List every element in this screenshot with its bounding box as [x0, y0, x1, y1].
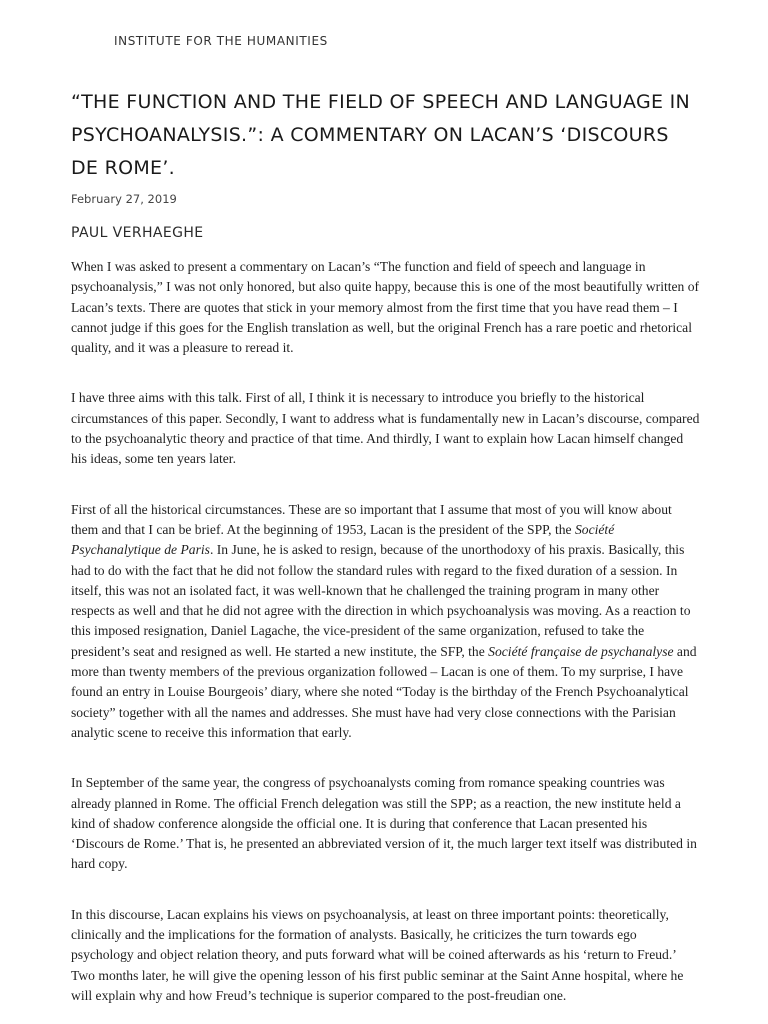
paragraph-5: In this discourse, Lacan explains his views on psychoanalysis, at least on three important points: theoretically, clinically and the implications for the formation of analysts. Basically, he criticizes the turn towards ego psychology and object relation theory, and puts forward what will be coined afterwards as his ‘return to Freud.’ Two months later, he will give the opening lesson of his first public seminar at the Saint Anne hospital, where he will explain why and how Freud’s technique is superior compared to the post-freudian one. — [71, 906, 684, 1003]
paragraph-3-text-2: . In June, he is asked to resign, because of the unorthodoxy of his praxis. Basically, this had to do with the fact that he did not follow the standard rules with regard to the fixed duration of a session. In itself, this was not an isolated fact, it was well-known that he challenged the training program in many other respects as well and that he did not agree with the direction in which psychoanalysis was moving. As a reaction to this imposed resignation, Daniel Lagache, the vice-president of the same organization, refused to take the president’s seat and resigned as well. He started a new institute, the SFP, the — [71, 542, 691, 659]
paragraph-1: When I was asked to present a commentary on Lacan’s “The function and field of speech and language in psychoanalysis,” I was not only honored, but also quite happy, because this is one of the most beautifully written of Lacan’s texts. There are quotes that stick in your memory almost from the first time that you have read them – I cannot judge if this goes for the English translation as well, but the original French has a rare poetic and rhetorical quality, and it was a pleasure to reread it. — [71, 259, 700, 356]
article-author[interactable]: PAUL VERHAEGHE — [71, 225, 204, 241]
site-name[interactable]: INSTITUTE FOR THE HUMANITIES — [114, 34, 328, 48]
paragraph-3 — [71, 500, 701, 744]
paragraph-2: I have three aims with this talk. First of all, I think it is necessary to introduce you briefly to the historical circumstances of this paper. Secondly, I want to address what is fundamentally new in Lacan’s discourse, compared to the psychoanalytic theory and practice of that time. And thirdly, I want to explain how Lacan himself changed his ideas, some ten years later. — [71, 390, 700, 467]
sfp-name-italic: Société française de psychanalyse — [488, 643, 674, 659]
paragraph-3-text-3: and more than twenty members of the previous organization followed – Lacan is one of them. To my surprise, I have found an entry in Louise Bourgeois’ diary, where she noted “Today is the birthday of the French Psychoanalytical society” together with all the names and addresses. She must have had very close connections with the Parisian analytic scene to receive this information that early. — [71, 643, 697, 740]
spp-name-italic: Société Psychanalytique de Paris — [71, 521, 615, 558]
paragraph-4: In September of the same year, the congress of psychoanalysts coming from romance speaking countries was already planned in Rome. The official French delegation was still the SPP; as a reaction, the new institute held a kind of shadow conference alongside the official one. It is during that conference that Lacan presented his ‘Discours de Rome.’ That is, he presented an abbreviated version of it, the much larger text itself was distributed in hard copy. — [71, 775, 697, 872]
article-body — [71, 257, 701, 1006]
article-date: February 27, 2019 — [71, 192, 177, 206]
article-title: “THE FUNCTION AND THE FIELD OF SPEECH AND LANGUAGE IN PSYCHOANALYSIS.”: A COMMENTARY ON LACAN’S ‘DISCOURS DE ROME’. — [71, 91, 691, 179]
article — [71, 86, 701, 1024]
paragraph-3-text-1: First of all the historical circumstances. These are so important that I assume that most of you will know about them and that I can be brief. At the beginning of 1953, Lacan is the president of the SPP, the — [71, 501, 672, 537]
